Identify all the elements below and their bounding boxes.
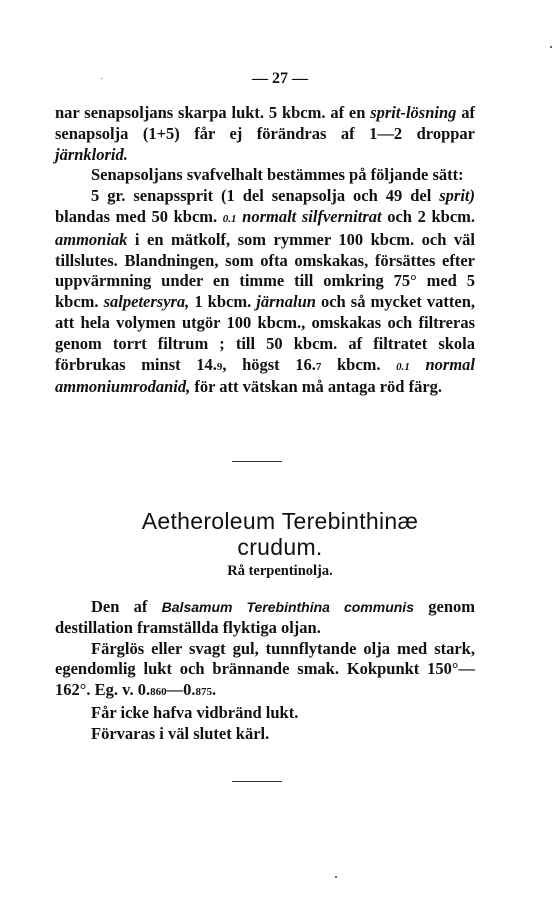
small-number: 0.1 (396, 360, 410, 373)
text-run: 5 gr. senapssprit (1 del senapsolja och 49 del (91, 186, 440, 206)
text-run: Senapsoljans svafvelhalt bestämmes på följande sätt: (91, 165, 464, 185)
italic-term: sprit-lösning (370, 103, 457, 122)
species-name: Balsamum Terebinthina communis (161, 599, 414, 615)
text-run: och 2 kbcm. (381, 206, 476, 226)
text-run: Får icke hafva vidbränd lukt. (91, 702, 299, 722)
text-run: blandas med 50 kbcm. (55, 206, 223, 226)
text-run: Förvaras i väl slutet kärl. (91, 723, 270, 743)
small-number: 0.1 (222, 212, 237, 225)
small-number: 860 (150, 686, 167, 699)
print-speck (335, 876, 337, 878)
print-speck (550, 46, 552, 48)
section-divider (232, 781, 282, 782)
text-run: . (211, 680, 217, 700)
entry-title-line-1: Aetheroleum Terebinthinæ (141, 508, 419, 534)
small-number: 7 (315, 360, 322, 373)
senapsolja-text-continuation (55, 103, 475, 398)
entry-title-line-2: crudum. (237, 534, 323, 560)
italic-term: ammoniak (55, 229, 128, 249)
paragraph-properties (55, 639, 475, 703)
italic-term: järnklorid. (55, 144, 128, 164)
text-run: genom destillation framställda flyktiga oljan. (55, 597, 475, 637)
entry-title (0, 508, 560, 560)
entry-subtitle: Rå terpentinolja. (227, 563, 333, 579)
text-run: kbcm. (321, 354, 397, 374)
italic-term: normalt silfvernitrat (236, 206, 382, 226)
text-run: Den af (91, 597, 162, 616)
italic-term: normal ammoniumrodanid, (55, 354, 476, 397)
text-run: i en mätkolf, som rymmer 100 kbcm. och väl tillslutes. Blandningen, som ofta omskakas, försättes efter uppvärmning under en timme till omkring 75° med 5 kbcm. (55, 229, 475, 312)
text-run: , högst 16. (222, 354, 316, 374)
paragraph-odor-requirement (55, 703, 475, 724)
text-run: 1 kbcm. (189, 292, 257, 312)
page-number: — 27 — (252, 70, 308, 87)
text-run: af senapsolja (1+5) får ej förändras af 1—2 droppar (55, 103, 475, 143)
paragraph-storage (55, 724, 475, 745)
text-run: Färglös eller svagt gul, tunnflytande olja med stark, egendomlig lukt och brännande smak. Kokpunkt 150°—162°. Eg. v. 0. (55, 638, 475, 700)
paragraph-sulfur-intro (55, 165, 475, 186)
paragraph-sulfur-method (55, 186, 475, 398)
small-number: 9 (216, 360, 223, 373)
italic-term: sprit) (439, 186, 475, 206)
italic-term: järnalun (256, 292, 316, 312)
text-run: —0. (166, 680, 196, 700)
print-speck (101, 78, 102, 79)
text-run: för att vätskan må antaga röd färg. (190, 377, 443, 397)
small-number: 875 (195, 686, 212, 699)
text-run: och så mycket vatten, att hela volymen utgör 100 kbcm., omskakas och filtreras genom torrt filtrum ; till 50 kbcm. af filtratet skola förbrukas minst 14. (55, 292, 476, 374)
paragraph-sprit-test (55, 103, 475, 165)
italic-term: salpetersyra, (103, 292, 190, 312)
terpentinolja-text (55, 597, 475, 745)
section-divider (232, 461, 282, 462)
text-run: nar senapsoljans skarpa lukt. 5 kbcm. af en (55, 103, 371, 122)
paragraph-origin (55, 597, 475, 639)
